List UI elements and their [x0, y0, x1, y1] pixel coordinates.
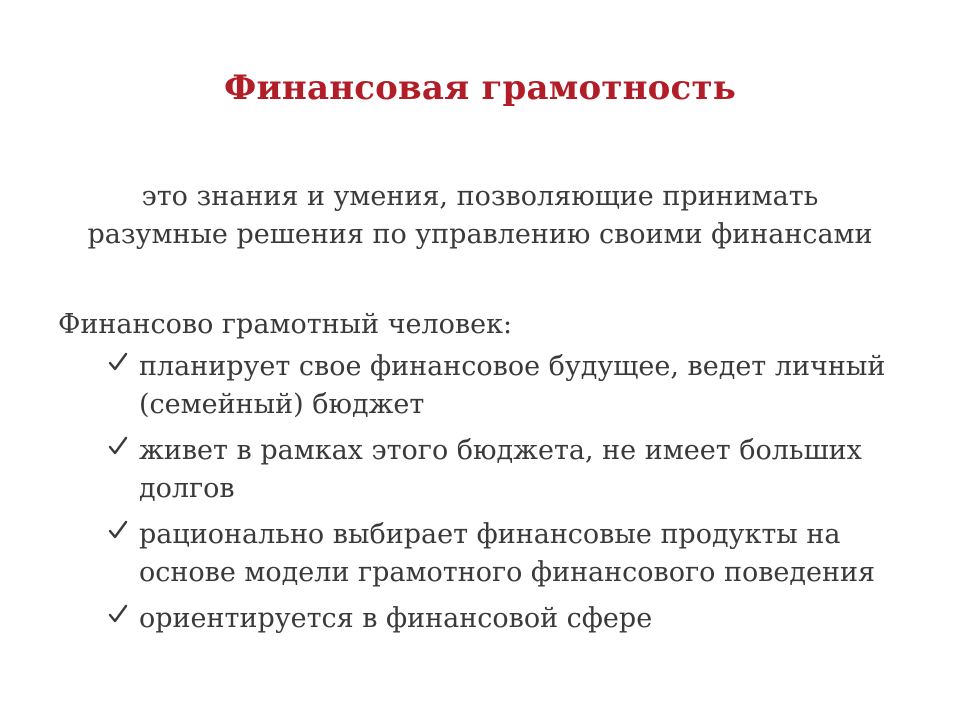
check-icon [107, 519, 129, 541]
trait-line-1: живет в рамках этого бюджета, не имеет больших [139, 435, 862, 466]
trait-list [105, 348, 945, 638]
trait-line-2: долгов [139, 473, 235, 504]
trait-line-2: основе модели грамотного финансового поведения [139, 557, 876, 588]
list-item [105, 516, 945, 592]
trait-line-1: планирует свое финансовое будущее, ведет личный [139, 351, 886, 382]
trait-line-1: ориентируется в финансовой сфере [139, 603, 653, 634]
slide-title: Финансовая грамотность [224, 68, 736, 108]
check-icon [107, 435, 129, 457]
list-item [105, 432, 945, 508]
list-item [105, 600, 945, 638]
check-icon [107, 351, 129, 373]
definition-text [0, 178, 960, 254]
definition-line-2: разумные решения по управлению своими финансами [87, 219, 873, 250]
definition-line-1: это знания и умения, позволяющие принимать [141, 181, 819, 212]
person-heading: Финансово грамотный человек: [58, 309, 513, 340]
check-icon [107, 603, 129, 625]
list-item [105, 348, 945, 424]
trait-line-2: (семейный) бюджет [139, 389, 425, 420]
trait-line-1: рационально выбирает финансовые продукты на [139, 519, 841, 550]
